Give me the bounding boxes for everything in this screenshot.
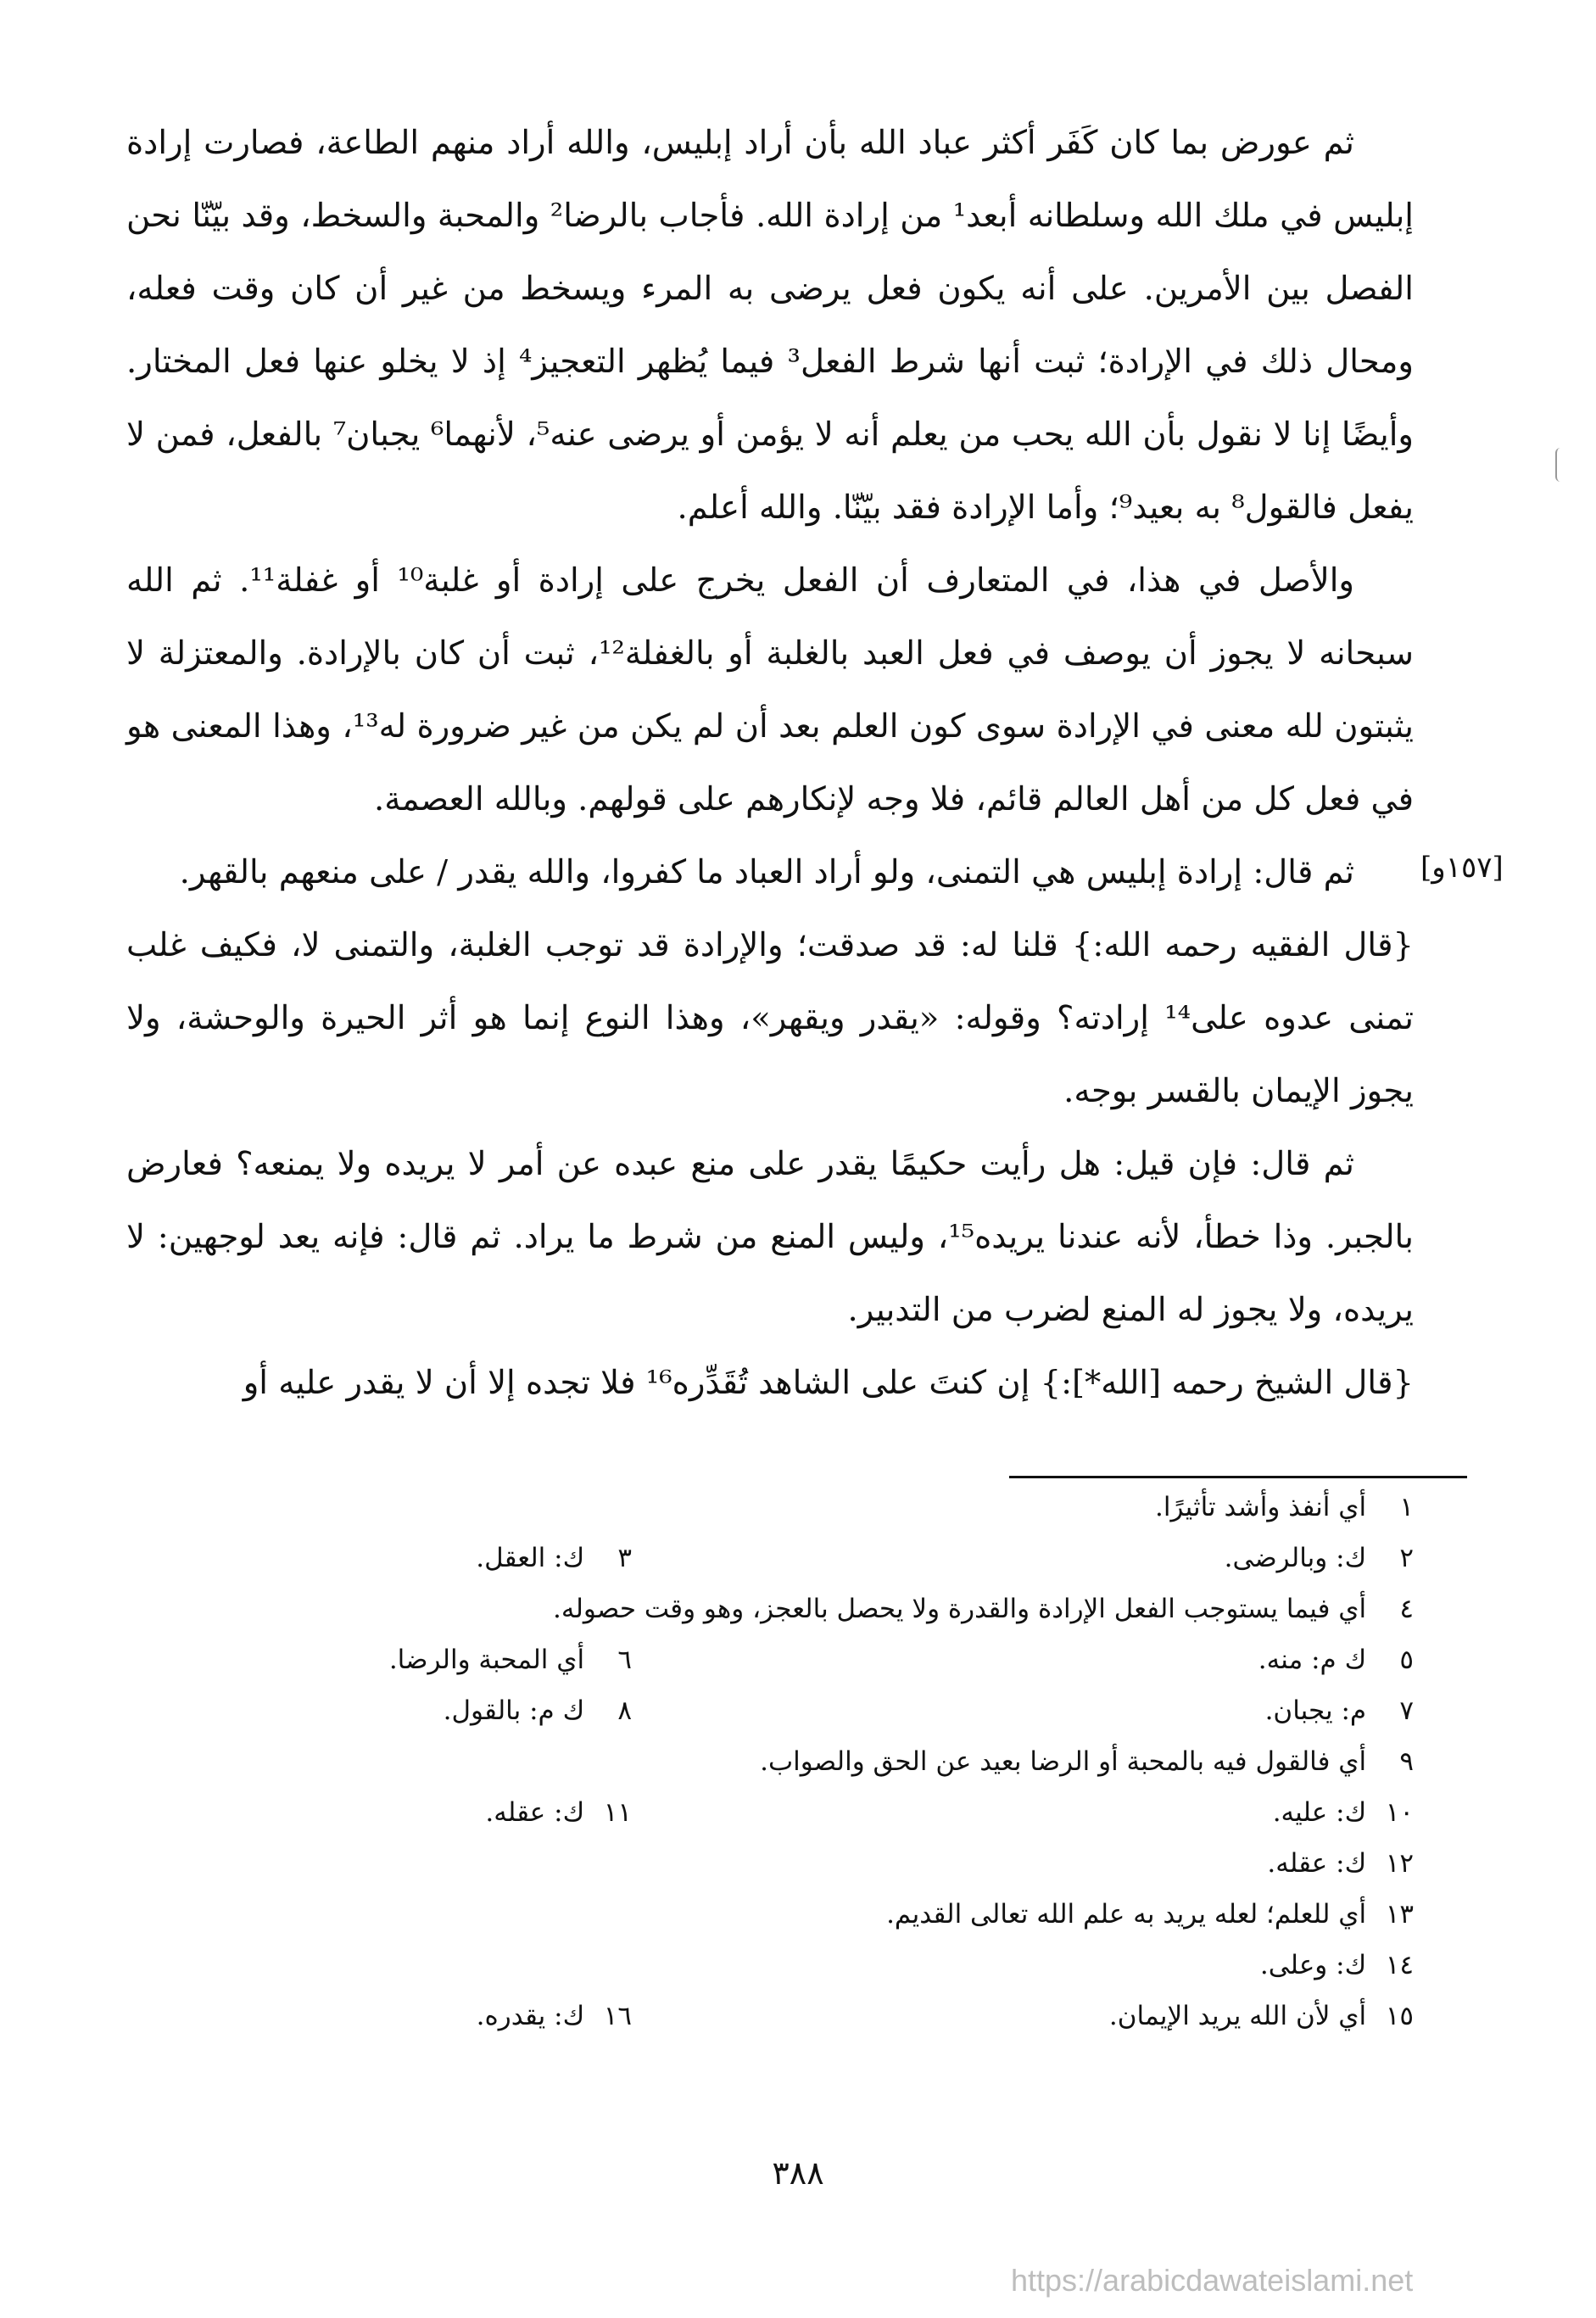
footnote-number: ١ [1399, 1492, 1414, 1522]
footnote-text: ك: يقدره. [476, 2001, 585, 2031]
footnote-text: م: يجبان. [1264, 1695, 1367, 1726]
footnote-2 [1225, 1541, 1414, 1575]
footnote-text: أي لأن الله يريد الإيمان. [1108, 2001, 1367, 2031]
footnote-12 [1267, 1846, 1414, 1880]
footnote-number: ٥ [1399, 1645, 1414, 1675]
footnote-number: ٤ [1399, 1594, 1414, 1624]
footnote-text: ك م: منه. [1258, 1645, 1367, 1675]
footnote-text: ك: عليه. [1272, 1797, 1367, 1828]
page-number: ٣٨٨ [772, 2154, 824, 2192]
footnote-number: ٣ [617, 1543, 632, 1573]
paragraph-2: والأصل في هذا، في المتعارف أن الفعل يخرج على إرادة أو غلبة¹⁰ أو غفلة¹¹. ثم الله سبحانه لا يجوز أن يوصف في فعل العبد بالغلبة أو بالغفلة¹²، ثبت أن كان بالإرادة. والمعتزلة لا يثبتون لله معنى في الإرادة سوى كون العلم بعد أن لم يكن من غير ضرورة له¹³، وهذا المعنى هو في فعل كل من أهل العالم قائم، فلا وجه لإنكارهم على قولهم. وبالله العصمة. [126, 561, 1415, 818]
footnote-number: ١٤ [1385, 1950, 1414, 1980]
footnote-text: ك: العقل. [476, 1543, 585, 1573]
paragraph-4: {قال الفقيه رحمه الله:} قلنا له: قد صدقت؛ والإرادة قد توجب الغلبة، والتمنى لا، فكيف غلب تمنى عدوه على¹⁴ إرادته؟ وقوله: «يقدر ويقهر»، وهذا النوع إنما هو أثر الحيرة والوحشة، ولا يجوز الإيمان بالقسر بوجه. [126, 926, 1414, 1110]
footnote-14 [1260, 1948, 1414, 1982]
footnote-text: أي للعلم؛ لعله يريد به علم الله تعالى القديم. [886, 1899, 1367, 1930]
folio-marker: [١٥٧و] [1420, 851, 1504, 885]
footnote-6 [389, 1643, 632, 1677]
footnote-3 [476, 1541, 632, 1575]
footnote-text: أي فالقول فيه بالمحبة أو الرضا بعيد عن الحق والصواب. [760, 1746, 1367, 1777]
footnote-13 [886, 1897, 1414, 1931]
footnote-text: ك: عقله. [1267, 1848, 1367, 1879]
footnote-number: ١٦ [603, 2001, 632, 2031]
footnote-number: ٨ [617, 1695, 632, 1726]
footnote-text: أي المحبة والرضا. [388, 1645, 585, 1675]
paragraph-6: {قال الشيخ رحمه [الله*]:} إن كنتَ على الشاهد تُقَدِّره¹⁶ فلا تجده إلا أن لا يقدر عليه أو [243, 1364, 1414, 1402]
footnote-number: ١١ [603, 1797, 632, 1828]
footnote-11 [485, 1796, 632, 1829]
footnote-number: ٧ [1399, 1695, 1414, 1726]
footnote-10 [1273, 1796, 1414, 1829]
footnote-number: ٩ [1399, 1746, 1414, 1777]
footnote-number: ١٠ [1385, 1797, 1414, 1828]
footnote-5 [1258, 1643, 1414, 1677]
main-text [126, 107, 1414, 1420]
footnote-number: ٢ [1399, 1543, 1414, 1573]
footnote-number: ١٣ [1385, 1899, 1414, 1930]
paragraph-1: ثم عورض بما كان كَفَر أكثر عباد الله بأن أراد إبليس، والله أراد منهم الطاعة، فصارت إرادة إبليس في ملك الله وسلطانه أبعد¹ من إرادة الله. فأجاب بالرضا² والمحبة والسخط، وقد بيّنّا نحن الفصل بين الأمرين. على أنه يكون فعل يرضى به المرء ويسخط من غير أن كان وقت فعله، ومحال ذلك في الإرادة؛ ثبت أنها شرط الفعل³ فيما يُظهر التعجيز⁴ إذ لا يخلو عنها فعل المختار. وأيضًا إنا لا نقول بأن الله يحب من يعلم أنه لا يؤمن أو يرضى عنه⁵، لأنهما⁶ يجبان⁷ بالفعل، فمن لا يفعل فالقول⁸ به بعيد⁹؛ وأما الإرادة فقد بيّنّا. والله أعلم. [126, 124, 1414, 527]
paragraph-3: ثم قال: إرادة إبليس هي التمنى، ولو أراد العباد ما كفروا، والله يقدر / على منعهم بالقهر. [179, 853, 1354, 891]
footnote-text: أي فيما يستوجب الفعل الإرادة والقدرة ولا يحصل بالعجز، وهو وقت حصوله. [553, 1594, 1367, 1624]
footnote-text: ك: عقله. [485, 1797, 585, 1828]
footnote-number: ١٥ [1385, 2001, 1414, 2031]
footnote-7 [1265, 1694, 1414, 1728]
margin-mark [1555, 448, 1565, 482]
paragraph-5: ثم قال: فإن قيل: هل رأيت حكيمًا يقدر على منع عبده عن أمر لا يريده ولا يمنعه؟ فعارض بالجبر. وذا خطأ، لأنه عندنا يريده¹⁵، وليس المنع من شرط ما يراد. ثم قال: فإنه يعد لوجهين: لا يريده، ولا يجوز له المنع لضرب من التدبير. [126, 1145, 1414, 1329]
footnote-number: ٦ [617, 1645, 632, 1675]
footnote-1 [1155, 1490, 1414, 1524]
footnote-text: ك: وبالرضى. [1224, 1543, 1367, 1573]
footnote-8 [444, 1694, 632, 1728]
footnote-4 [553, 1592, 1414, 1626]
footnote-9 [760, 1745, 1414, 1779]
footnote-text: أي أنفذ وأشد تأثيرًا. [1155, 1492, 1367, 1522]
footnote-15 [1109, 1999, 1414, 2033]
footnote-text: ك م: بالقول. [443, 1695, 585, 1726]
footnote-number: ١٢ [1385, 1848, 1414, 1879]
footnote-text: ك: وعلى. [1259, 1950, 1367, 1980]
footnote-separator [1009, 1476, 1467, 1478]
footnote-16 [477, 1999, 632, 2033]
watermark-url: https://arabicdawateislami.net [1011, 2263, 1414, 2298]
